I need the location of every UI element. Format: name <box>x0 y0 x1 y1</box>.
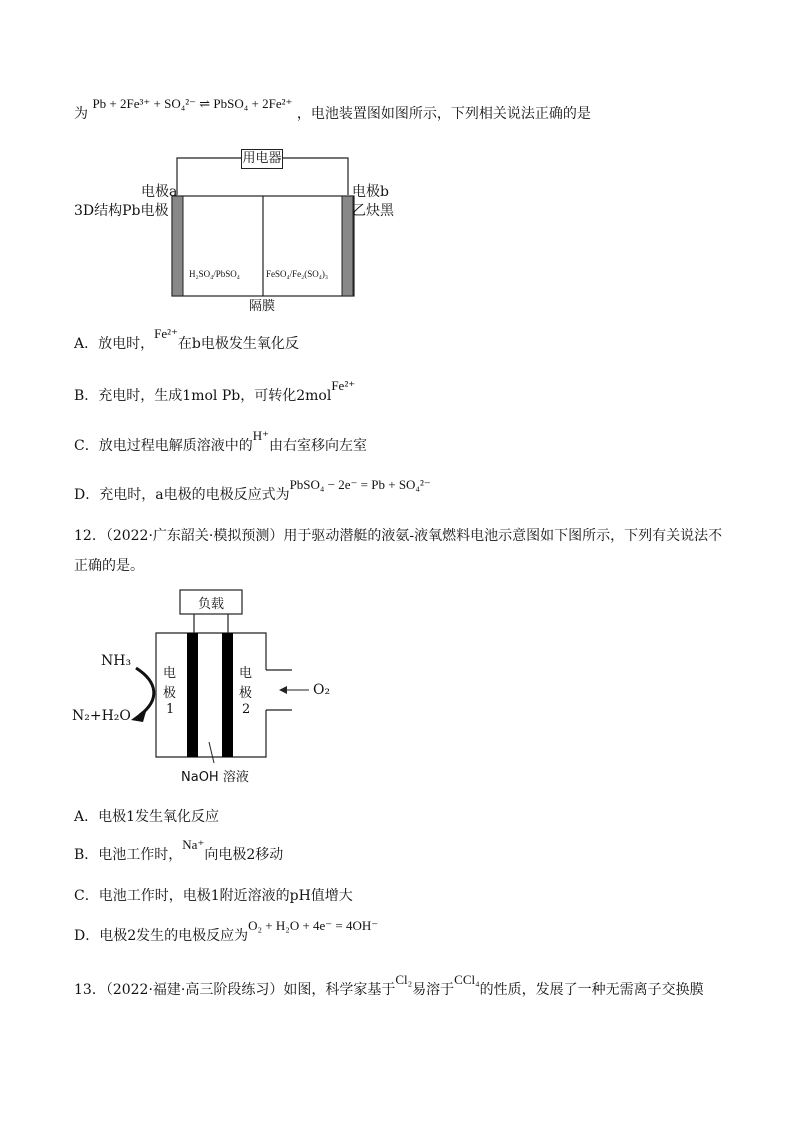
electrode-1-char: 电 <box>163 666 177 681</box>
q12-stem-line1: 12．（2022·广东韶关·模拟预测）用于驱动潜艇的液氨-液氧燃料电池示意图如下图所示，下列有关说法不 <box>74 528 723 544</box>
q11-prefix: 为 <box>74 106 88 122</box>
option-formula: Fe²⁺ <box>154 326 178 341</box>
option-text: C．放电过程电解质溶液中的 <box>74 438 253 454</box>
q11-intro-suffix: ，电池装置图如图所示，下列相关说法正确的是 <box>296 106 591 122</box>
option-formula: H⁺ <box>252 428 269 443</box>
o2-inlet-label: O₂ <box>313 682 331 698</box>
option-text: B．充电时，生成1mol Pb，可转化2mol <box>74 388 332 404</box>
electrode-a-label: 电极a <box>141 184 178 200</box>
electrode-a-description: 3D结构Pb电极 <box>74 203 169 219</box>
option-text: D．充电时，a电极的电极反应式为 <box>74 487 290 503</box>
electrode-1-char: 极 <box>163 686 177 701</box>
q12-option-d <box>74 918 379 946</box>
electrolyte-label: NaOH 溶液 <box>181 770 249 785</box>
option-formula: PbSO₄ − 2e⁻ = Pb + SO₄²⁻ <box>289 477 431 492</box>
option-text: D．电极2发生的电极反应为 <box>74 928 249 944</box>
q12-option-a <box>74 807 219 827</box>
option-formula: Na⁺ <box>182 837 205 852</box>
q13-text: 的性质，发展了一种无需离子交换膜 <box>479 982 704 998</box>
electrode-1-number: 1 <box>166 702 175 717</box>
nh3-inlet-label: NH₃ <box>101 653 132 669</box>
q13-text: 易溶于 <box>412 982 455 998</box>
electrode-b-description: 乙炔黑 <box>352 203 394 219</box>
q12-stem-line2: 正确的是。 <box>74 558 144 574</box>
option-text: 由右室移向左室 <box>268 438 367 454</box>
products-outlet-label: N₂+H₂O <box>72 708 131 724</box>
option-text: C．电池工作时，电极1附近溶液的pH值增大 <box>74 888 353 904</box>
option-formula: O₂ + H₂O + 4e⁻ = 4OH⁻ <box>248 918 379 933</box>
right-chamber-solution: FeSO₄/Fe₂(SO₄)₃ <box>266 269 329 279</box>
option-text: 在b电极发生氧化反 <box>177 336 299 352</box>
option-text: A．电极1发生氧化反应 <box>74 809 220 825</box>
fuel-cell-load-label: 负载 <box>197 597 224 612</box>
option-text: 向电极2移动 <box>204 847 284 863</box>
q12-option-c <box>74 886 353 906</box>
load-device-label: 用电器 <box>242 151 282 166</box>
left-chamber-solution: H₂SO₄/PbSO₄ <box>189 269 240 279</box>
q11-reaction-equation: Pb + 2Fe³⁺ + SO₄²⁻ ⇌ PbSO₄ + 2Fe²⁺ <box>92 96 293 111</box>
option-formula: Fe²⁺ <box>331 378 356 393</box>
q13-formula-ccl4: CCl₄ <box>454 972 480 987</box>
option-text: A．放电时， <box>74 336 155 352</box>
q12-option-b <box>74 837 284 865</box>
electrode-b-label: 电极b <box>352 184 389 200</box>
option-text: B．电池工作时， <box>74 847 183 863</box>
q13-formula-cl2: Cl₂ <box>395 972 413 987</box>
electrode-2-char: 极 <box>239 686 253 701</box>
electrode-2-number: 2 <box>242 702 251 717</box>
q13-text: 13．（2022·福建·高三阶段练习）如图，科学家基于 <box>74 982 396 998</box>
electrode-2-char: 电 <box>239 666 253 681</box>
membrane-label: 隔膜 <box>249 299 276 314</box>
q13-stem <box>74 972 704 1000</box>
